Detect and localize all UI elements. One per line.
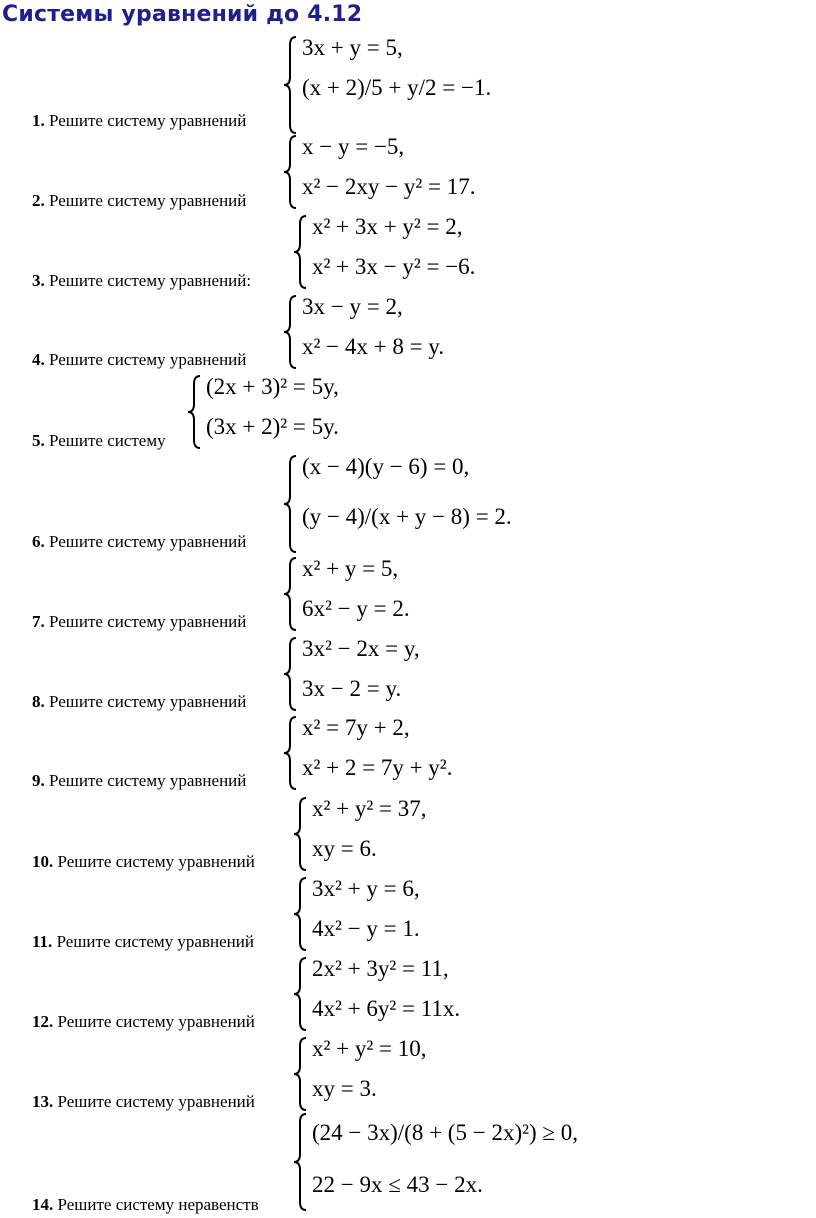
equation-line-2: 6x² − y = 2.: [302, 596, 410, 621]
problem-label: [32, 1012, 255, 1032]
left-brace: [292, 876, 308, 952]
equation-line-1: (x − 4)(y − 6) = 0,: [302, 454, 470, 479]
problem-number: 5.: [32, 431, 45, 450]
left-brace: [292, 214, 308, 290]
problem-text: Решите систему уравнений: [56, 932, 254, 951]
problem-label: [32, 191, 246, 211]
equation-line-1: 3x² + y = 6,: [312, 876, 420, 901]
equation-line-2: 4x² − y = 1.: [312, 916, 420, 941]
left-brace: [292, 1036, 308, 1112]
left-brace: [292, 956, 308, 1032]
problem-text: Решите систему уравнений:: [49, 271, 252, 290]
problem-number: 12.: [32, 1012, 54, 1031]
problem-number: 14.: [32, 1195, 54, 1214]
problem-text: Решите систему неравенств: [57, 1195, 259, 1214]
problem-label: [32, 692, 246, 712]
equation-line-2: x² + 2 = 7y + y².: [302, 755, 453, 780]
equation-line-1: 3x − y = 2,: [302, 294, 403, 319]
problem-number: 13.: [32, 1092, 54, 1111]
left-brace: [292, 796, 308, 872]
page-title: Системы уравнений до 4.12: [2, 2, 363, 27]
problem-text: Решите систему уравнений: [57, 1012, 255, 1031]
problem-number: 10.: [32, 852, 54, 871]
problem-label: [32, 1195, 259, 1215]
equation-line-1: (24 − 3x)/(8 + (5 − 2x)²) ≥ 0,: [312, 1120, 579, 1145]
problem-text: Решите систему: [49, 431, 166, 450]
left-brace: [282, 35, 298, 135]
equation-line-2: (x + 2)/5 + y/2 = −1.: [302, 75, 492, 100]
left-brace: [186, 374, 202, 450]
problem-number: 11.: [32, 932, 53, 951]
problem-number: 8.: [32, 692, 45, 711]
equation-line-1: x² + 3x + y² = 2,: [312, 214, 463, 239]
problem-label: [32, 612, 246, 632]
problem-number: 3.: [32, 271, 45, 290]
problem-text: Решите систему уравнений: [49, 111, 247, 130]
equation-line-1: 3x² − 2x = y,: [302, 636, 420, 661]
problem-text: Решите систему уравнений: [49, 692, 247, 711]
equation-line-1: 2x² + 3y² = 11,: [312, 956, 449, 981]
problem-label: [32, 932, 254, 952]
left-brace: [282, 454, 298, 554]
equation-line-2: xy = 3.: [312, 1076, 377, 1101]
left-brace: [282, 134, 298, 210]
equation-line-2: x² − 4x + 8 = y.: [302, 334, 445, 359]
problem-label: [32, 852, 255, 872]
equation-line-1: x² + y² = 37,: [312, 796, 427, 821]
equation-line-1: (2x + 3)² = 5y,: [206, 374, 339, 399]
equation-line-2: (y − 4)/(x + y − 8) = 2.: [302, 504, 512, 529]
problem-number: 9.: [32, 771, 45, 790]
equation-line-2: 4x² + 6y² = 11x.: [312, 996, 461, 1021]
left-brace: [282, 294, 298, 370]
equation-line-2: 22 − 9x ≤ 43 − 2x.: [312, 1172, 483, 1197]
problem-number: 4.: [32, 350, 45, 369]
problem-text: Решите систему уравнений: [49, 191, 247, 210]
equation-line-1: x² = 7y + 2,: [302, 715, 410, 740]
problem-number: 1.: [32, 111, 45, 130]
problem-number: 6.: [32, 532, 45, 551]
problem-text: Решите систему уравнений: [57, 852, 255, 871]
problem-label: [32, 350, 246, 370]
problem-label: [32, 532, 246, 552]
left-brace: [292, 1112, 308, 1212]
equation-line-2: x² + 3x − y² = −6.: [312, 254, 476, 279]
problem-label: [32, 111, 246, 131]
problem-text: Решите систему уравнений: [57, 1092, 255, 1111]
equation-line-1: x − y = −5,: [302, 134, 405, 159]
equation-line-1: x² + y = 5,: [302, 556, 399, 581]
equation-line-2: (3x + 2)² = 5y.: [206, 414, 339, 439]
problem-label: [32, 771, 246, 791]
problem-label: [32, 431, 166, 451]
problem-text: Решите систему уравнений: [49, 532, 247, 551]
problem-label: [32, 271, 251, 291]
problem-text: Решите систему уравнений: [49, 350, 247, 369]
equation-line-2: x² − 2xy − y² = 17.: [302, 174, 476, 199]
problem-text: Решите систему уравнений: [49, 771, 247, 790]
left-brace: [282, 556, 298, 632]
problem-number: 7.: [32, 612, 45, 631]
problem-label: [32, 1092, 255, 1112]
left-brace: [282, 715, 298, 791]
equation-line-2: 3x − 2 = y.: [302, 676, 402, 701]
problem-text: Решите систему уравнений: [49, 612, 247, 631]
left-brace: [282, 636, 298, 712]
equation-line-2: xy = 6.: [312, 836, 377, 861]
problem-number: 2.: [32, 191, 45, 210]
equation-line-1: x² + y² = 10,: [312, 1036, 427, 1061]
equation-line-1: 3x + y = 5,: [302, 35, 403, 60]
